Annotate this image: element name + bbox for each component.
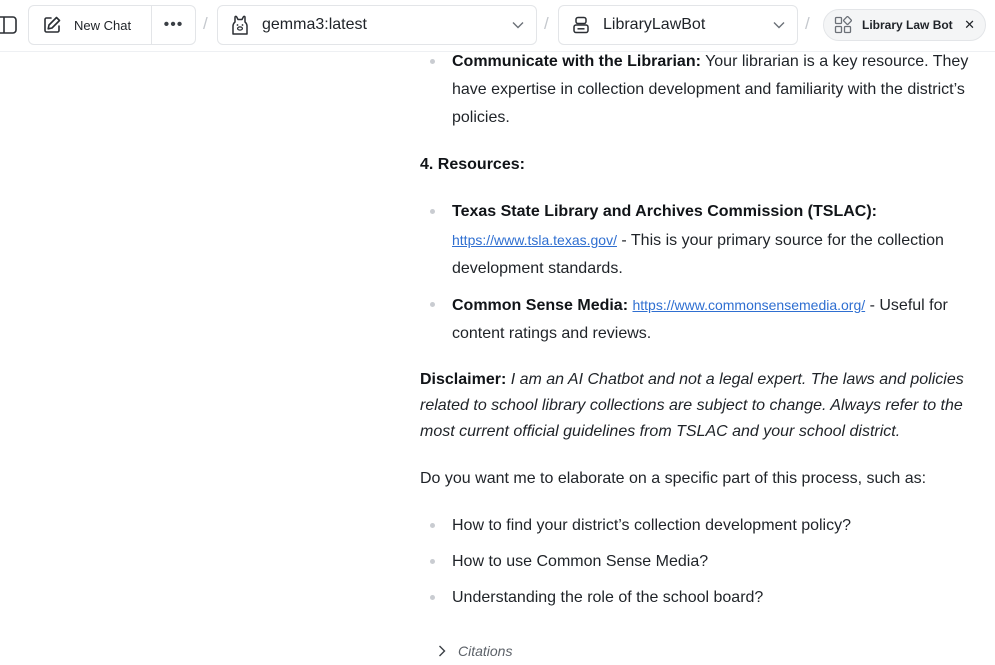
- resource-link[interactable]: https://www.tsla.texas.gov/: [452, 232, 617, 248]
- chat-actions-group: [28, 5, 196, 45]
- edit-icon: [42, 15, 62, 35]
- citations-label: Citations: [458, 643, 513, 659]
- resource-link[interactable]: https://www.commonsensemedia.org/: [632, 297, 866, 313]
- sidebar-toggle-button[interactable]: [0, 12, 22, 38]
- chevron-down-icon: [773, 21, 785, 29]
- resources-heading: 4. Resources:: [420, 156, 525, 173]
- list-item: How to find your district’s collection development policy?: [420, 512, 985, 540]
- citations-toggle[interactable]: [438, 637, 985, 665]
- new-chat-label: New Chat: [74, 17, 132, 33]
- list-item: [420, 198, 985, 283]
- breadcrumb-separator: /: [805, 14, 810, 33]
- new-chat-button[interactable]: [29, 6, 152, 44]
- agent-select-value: LibraryLawBot: [603, 16, 706, 33]
- resource-description: - Useful for content ratings and reviews.: [452, 297, 948, 342]
- breadcrumb-separator: /: [544, 14, 549, 33]
- close-icon[interactable]: ✕: [964, 17, 975, 32]
- disclaimer-label: Disclaimer:: [420, 371, 507, 388]
- resource-name: Texas State Library and Archives Commission (TSLAC):: [452, 203, 877, 220]
- followup-prompt: Do you want me to elaborate on a specific part of this process, such as:: [420, 470, 927, 487]
- bot-icon: [571, 15, 591, 35]
- chevron-down-icon: [512, 21, 524, 29]
- top-bar: [0, 0, 995, 52]
- followup-list: [420, 512, 985, 612]
- list-item: [420, 291, 985, 348]
- assistant-message: [420, 48, 985, 665]
- resource-name: Common Sense Media:: [452, 297, 629, 314]
- list-item: How to use Common Sense Media?: [420, 548, 985, 576]
- model-select[interactable]: [217, 5, 537, 45]
- more-icon: •••: [163, 16, 184, 33]
- disclaimer-text: I am an AI Chatbot and not a legal expert. The laws and policies related to school library collections are subject to change. Always refer to the most current official guidelines from TSLAC and your school district.: [420, 371, 964, 440]
- bullet-bold-text: Communicate with the Librarian:: [452, 53, 701, 70]
- agent-chip[interactable]: [823, 9, 986, 41]
- sidebar-icon: [0, 15, 18, 35]
- breadcrumb-separator: /: [203, 14, 208, 33]
- grid-icon: [834, 16, 852, 34]
- more-options-button[interactable]: [152, 6, 195, 44]
- top-bullet-list: [420, 48, 985, 132]
- chevron-right-icon: [438, 645, 446, 657]
- bullet-text: Your librarian is a key resource. They have expertise in collection development and familiarity with the district’s policies.: [452, 53, 969, 126]
- list-item: [420, 48, 985, 132]
- agent-chip-label: Library Law Bot: [862, 18, 953, 32]
- llama-icon: [230, 14, 250, 36]
- resources-list: [420, 198, 985, 348]
- agent-select[interactable]: [558, 5, 798, 45]
- model-select-value: gemma3:latest: [262, 16, 367, 33]
- disclaimer-paragraph: [420, 367, 985, 445]
- resource-description: - This is your primary source for the collection development standards.: [452, 232, 944, 277]
- list-item: Understanding the role of the school board?: [420, 584, 985, 612]
